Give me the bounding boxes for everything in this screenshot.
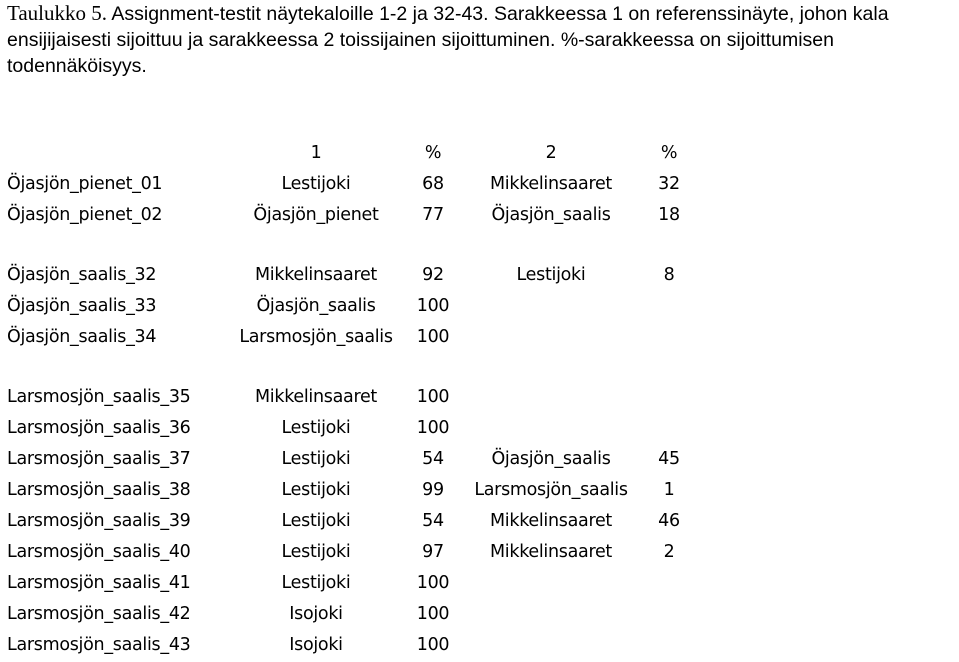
table-body <box>3 168 699 660</box>
cell-ref1: Lestijoki <box>281 479 351 500</box>
cell-ref1: Öjasjön_pienet <box>253 204 379 225</box>
cell-sample: Larsmosjön_saalis_42 <box>7 603 191 624</box>
cell-percent1: 100 <box>416 572 450 593</box>
cell-percent1: 99 <box>422 479 444 500</box>
cell-percent1: 100 <box>416 417 450 438</box>
table-row <box>3 290 699 321</box>
cell-percent2: 46 <box>658 510 680 531</box>
cell-ref1: Lestijoki <box>281 541 351 562</box>
cell-ref2 <box>463 321 639 352</box>
table-row <box>3 168 699 199</box>
cell-ref1: Isojoki <box>289 603 343 624</box>
cell-sample: Larsmosjön_saalis_41 <box>7 572 191 593</box>
cell-sample: Öjasjön_pienet_01 <box>7 173 163 194</box>
cell-percent2: 32 <box>658 173 680 194</box>
cell-percent1: 54 <box>422 510 444 531</box>
cell-percent1: 100 <box>416 634 450 655</box>
cell-ref2 <box>463 381 639 412</box>
table-row <box>3 598 699 629</box>
spacer-row <box>3 230 699 259</box>
cell-ref2 <box>463 629 639 660</box>
cell-ref1: Lestijoki <box>281 448 351 469</box>
cell-ref2 <box>463 290 639 321</box>
cell-percent2: 8 <box>663 264 675 285</box>
cell-percent2: 1 <box>663 479 675 500</box>
assignment-table <box>3 137 699 660</box>
cell-ref1: Mikkelinsaaret <box>255 386 377 407</box>
cell-sample: Larsmosjön_saalis_36 <box>7 417 191 438</box>
cell-percent1: 54 <box>422 448 444 469</box>
table-row <box>3 505 699 536</box>
cell-ref1: Mikkelinsaaret <box>255 264 377 285</box>
cell-ref1: Larsmosjön_saalis <box>239 326 393 347</box>
spacer-row <box>3 352 699 381</box>
cell-ref2: Öjasjön_saalis <box>491 448 611 469</box>
cell-ref1: Lestijoki <box>281 510 351 531</box>
cell-sample: Öjasjön_saalis_32 <box>7 264 157 285</box>
table-row <box>3 567 699 598</box>
spacer-cell <box>3 352 699 381</box>
cell-sample: Öjasjön_saalis_33 <box>7 295 157 316</box>
cell-ref2 <box>463 412 639 443</box>
cell-sample: Larsmosjön_saalis_39 <box>7 510 191 531</box>
table-row <box>3 321 699 352</box>
cell-percent2 <box>639 598 699 629</box>
cell-percent2: 45 <box>658 448 680 469</box>
cell-percent2 <box>639 290 699 321</box>
cell-ref1: Lestijoki <box>281 572 351 593</box>
cell-percent2 <box>639 629 699 660</box>
table-row <box>3 474 699 505</box>
cell-percent1: 100 <box>416 603 450 624</box>
cell-sample: Öjasjön_pienet_02 <box>7 204 163 225</box>
spacer-cell <box>3 230 699 259</box>
cell-ref1: Lestijoki <box>281 417 351 438</box>
table-row <box>3 629 699 660</box>
cell-percent1: 97 <box>422 541 444 562</box>
table-row <box>3 536 699 567</box>
header-percent1: % <box>424 142 442 163</box>
cell-percent1: 100 <box>416 386 450 407</box>
cell-percent2 <box>639 412 699 443</box>
caption-lead: Taulukko 5. <box>7 1 108 25</box>
cell-ref1: Isojoki <box>289 634 343 655</box>
cell-sample: Larsmosjön_saalis_38 <box>7 479 191 500</box>
table-header-row <box>3 137 699 168</box>
cell-percent2 <box>639 567 699 598</box>
cell-ref2 <box>463 598 639 629</box>
cell-ref2: Lestijoki <box>516 264 586 285</box>
table-row <box>3 381 699 412</box>
cell-ref2: Öjasjön_saalis <box>491 204 611 225</box>
table-row <box>3 443 699 474</box>
cell-percent2: 2 <box>663 541 675 562</box>
header-ref1: 1 <box>310 142 322 163</box>
caption-text: Assignment-testit näytekaloille 1-2 ja 32-43. Sarakkeessa 1 on referenssinäyte, johon kala ensijijaisesti sijoittuu ja sarakkeessa 2 toissijainen sijoittuminen. %-sarakkeessa on sijoittumisen todennäköisyys. <box>7 3 889 77</box>
header-percent2: % <box>660 142 678 163</box>
cell-percent2 <box>639 321 699 352</box>
cell-sample: Larsmosjön_saalis_43 <box>7 634 191 655</box>
cell-ref2: Mikkelinsaaret <box>490 541 612 562</box>
table-row <box>3 199 699 230</box>
cell-percent2 <box>639 381 699 412</box>
cell-sample: Larsmosjön_saalis_37 <box>7 448 191 469</box>
cell-ref1: Lestijoki <box>281 173 351 194</box>
cell-percent2: 18 <box>658 204 680 225</box>
cell-sample: Öjasjön_saalis_34 <box>7 326 157 347</box>
cell-percent1: 100 <box>416 326 450 347</box>
table-row <box>3 412 699 443</box>
table-row <box>3 259 699 290</box>
cell-ref1: Öjasjön_saalis <box>256 295 376 316</box>
cell-percent1: 77 <box>422 204 444 225</box>
table-caption <box>7 0 957 79</box>
cell-percent1: 100 <box>416 295 450 316</box>
cell-ref2: Mikkelinsaaret <box>490 510 612 531</box>
cell-sample: Larsmosjön_saalis_35 <box>7 386 191 407</box>
cell-ref2: Larsmosjön_saalis <box>474 479 628 500</box>
cell-ref2: Mikkelinsaaret <box>490 173 612 194</box>
header-ref2: 2 <box>545 142 557 163</box>
cell-percent1: 92 <box>422 264 444 285</box>
cell-ref2 <box>463 567 639 598</box>
header-sample <box>3 137 229 168</box>
cell-percent1: 68 <box>422 173 444 194</box>
cell-sample: Larsmosjön_saalis_40 <box>7 541 191 562</box>
